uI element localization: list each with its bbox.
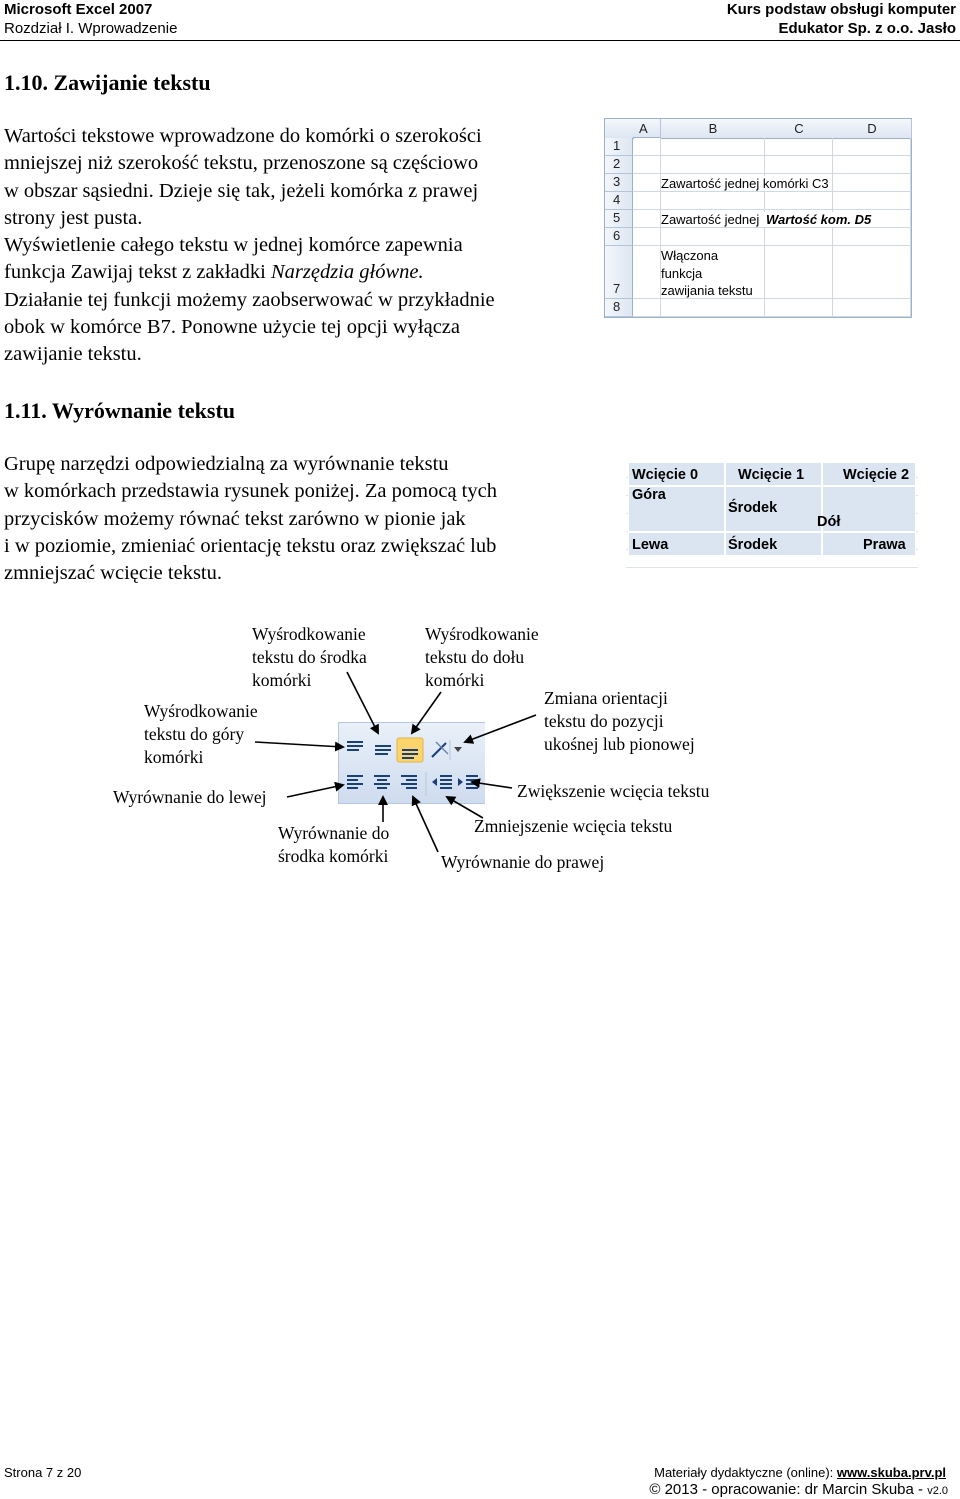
label-align-center — [278, 822, 389, 868]
cell-left-aligned: Lewa — [632, 537, 669, 553]
align-middle-button[interactable] — [375, 746, 391, 754]
label-line: Zmiana orientacji — [544, 688, 668, 708]
label-line: komórki — [252, 670, 312, 690]
label-line: Wyśrodkowanie — [252, 624, 366, 644]
row-header[interactable]: 7 — [605, 246, 633, 299]
para-line: obok w komórce B7. Ponowne użycie tej opcji wyłącza — [4, 316, 460, 339]
para-line: Działanie tej funkcji możemy zaobserwować w przykładnie — [4, 288, 495, 311]
label-line: komórki — [425, 670, 485, 690]
section-title-align: 1.11. Wyrównanie tekstu — [4, 398, 236, 423]
wrap-line: funkcja — [661, 265, 703, 281]
header-indent-0: Wcięcie 0 — [632, 467, 699, 483]
label-align-right: Wyrównanie do prawej — [441, 852, 605, 872]
align-bottom-button[interactable] — [397, 738, 423, 762]
header-indent-1: Wcięcie 1 — [738, 467, 805, 483]
para-line: Wyświetlenie całego tekstu w jednej komórce zapewnia — [4, 234, 463, 257]
label-line: Wyśrodkowanie — [425, 624, 539, 644]
label-decrease-indent: Zmniejszenie wcięcia tekstu — [474, 816, 673, 836]
label-center-top — [144, 700, 258, 769]
para-line: strony jest pusta. — [4, 206, 143, 229]
cell-top-aligned: Góra — [632, 487, 666, 503]
decrease-indent-button[interactable] — [432, 776, 452, 788]
para-line: i w poziomie, zmieniać orientację tekstu oraz zwiększać lub — [4, 534, 497, 557]
row-header[interactable]: 8 — [605, 299, 633, 317]
cell-c5-text: Zawartość jednej — [661, 212, 765, 227]
align-top-button[interactable] — [342, 737, 368, 761]
arrow-orientation — [465, 715, 536, 742]
wrap-line: zawijania tekstu — [661, 283, 753, 298]
para-text: funkcja Zawijaj tekst z zakładki — [4, 261, 271, 284]
label-line: tekstu do środka — [252, 647, 367, 667]
row-header[interactable]: 5 — [605, 210, 633, 228]
para-line: w obszar sąsiedni. Dzieje się tak, jeżeli komórka z prawej — [4, 179, 479, 202]
label-line: tekstu do pozycji — [544, 711, 664, 731]
para-line: zmniejszać wcięcie tekstu. — [4, 562, 222, 585]
label-increase-indent: Zwiększenie wcięcia tekstu — [517, 781, 710, 801]
row-header[interactable]: 4 — [605, 192, 633, 210]
column-header-a[interactable]: A — [633, 119, 661, 138]
label-line: tekstu do dołu — [425, 647, 525, 667]
row-header[interactable]: 1 — [605, 138, 633, 156]
label-align-left: Wyrównanie do lewej — [113, 787, 267, 807]
cell-middle-aligned: Środek — [728, 500, 778, 516]
header-indent-2: Wcięcie 2 — [843, 467, 910, 483]
footer-version: v2.0 — [927, 1485, 948, 1497]
label-center-bottom — [425, 623, 539, 692]
wrap-line: Włączona — [661, 248, 719, 263]
footer-materials-text: Materiały dydaktyczne (online): — [654, 1465, 837, 1480]
arrow-center-bottom — [412, 692, 441, 733]
label-line: ukośnej lub pionowej — [544, 734, 695, 754]
label-line: Wyrównanie do — [278, 823, 390, 843]
para-line: Wartości tekstowe wprowadzone do komórki o szerokości — [4, 125, 482, 147]
footer-copyright-text: © 2013 - opracowanie: dr Marcin Skuba - — [649, 1481, 928, 1498]
orientation-button[interactable] — [432, 740, 462, 760]
para-line: Grupę narzędzi odpowiedzialną za wyrównanie tekstu — [4, 453, 449, 475]
header-course-title: Microsoft Excel 2007 — [4, 1, 153, 18]
label-line: środka komórki — [278, 846, 389, 866]
label-line: tekstu do góry — [144, 724, 245, 744]
para-line: mniejszej niż szerokość tekstu, przenoszone są częściowo — [4, 152, 479, 175]
footer-materials — [654, 1465, 946, 1480]
cell-c3-overflow-text: Zawartość jednej komórki C3 — [661, 176, 829, 191]
column-header-d[interactable]: D — [833, 119, 912, 139]
header-course-name: Kurs podstaw obsługi komputer — [726, 1, 956, 18]
arrow-align-left — [287, 785, 343, 797]
label-line: Wyśrodkowanie — [144, 701, 258, 721]
cell-d5-text: Wartość kom. D5 — [766, 212, 872, 227]
footer-copyright — [649, 1481, 948, 1498]
row-header[interactable]: 2 — [605, 156, 633, 174]
row-header[interactable]: 6 — [605, 228, 633, 246]
section-title-wrap: 1.10. Zawijanie tekstu — [4, 70, 211, 95]
align-left-button[interactable] — [347, 776, 363, 788]
footer-page-number: Strona 7 z 20 — [4, 1465, 82, 1480]
align-center-button[interactable] — [374, 776, 390, 788]
cell-bottom-aligned: Dół — [817, 514, 841, 530]
cell-right-aligned: Prawa — [863, 537, 906, 553]
align-right-button[interactable] — [401, 776, 417, 788]
header-company: Edukator Sp. z o.o. Jasło — [778, 20, 956, 37]
column-header-c[interactable]: C — [765, 119, 834, 139]
row-header[interactable]: 3 — [605, 174, 633, 192]
arrow-align-right — [413, 797, 438, 852]
para-line: przycisków możemy równać tekst zarówno w pionie jak — [4, 507, 466, 530]
tab-name-italic: Narzędzia główne. — [270, 261, 424, 284]
column-header-b[interactable]: B — [661, 119, 766, 139]
para-line: zawijanie tekstu. — [4, 343, 142, 366]
arrow-center-top — [255, 742, 343, 747]
footer-link[interactable]: www.skuba.prv.pl — [836, 1465, 946, 1480]
cell-center-aligned: Środek — [728, 537, 778, 553]
label-center-middle — [252, 623, 367, 692]
label-orientation — [544, 687, 695, 756]
para-line: w komórkach przedstawia rysunek poniżej. Za pomocą tych — [4, 480, 497, 503]
header-chapter: Rozdział I. Wprowadzenie — [4, 20, 178, 37]
label-line: komórki — [144, 747, 204, 767]
